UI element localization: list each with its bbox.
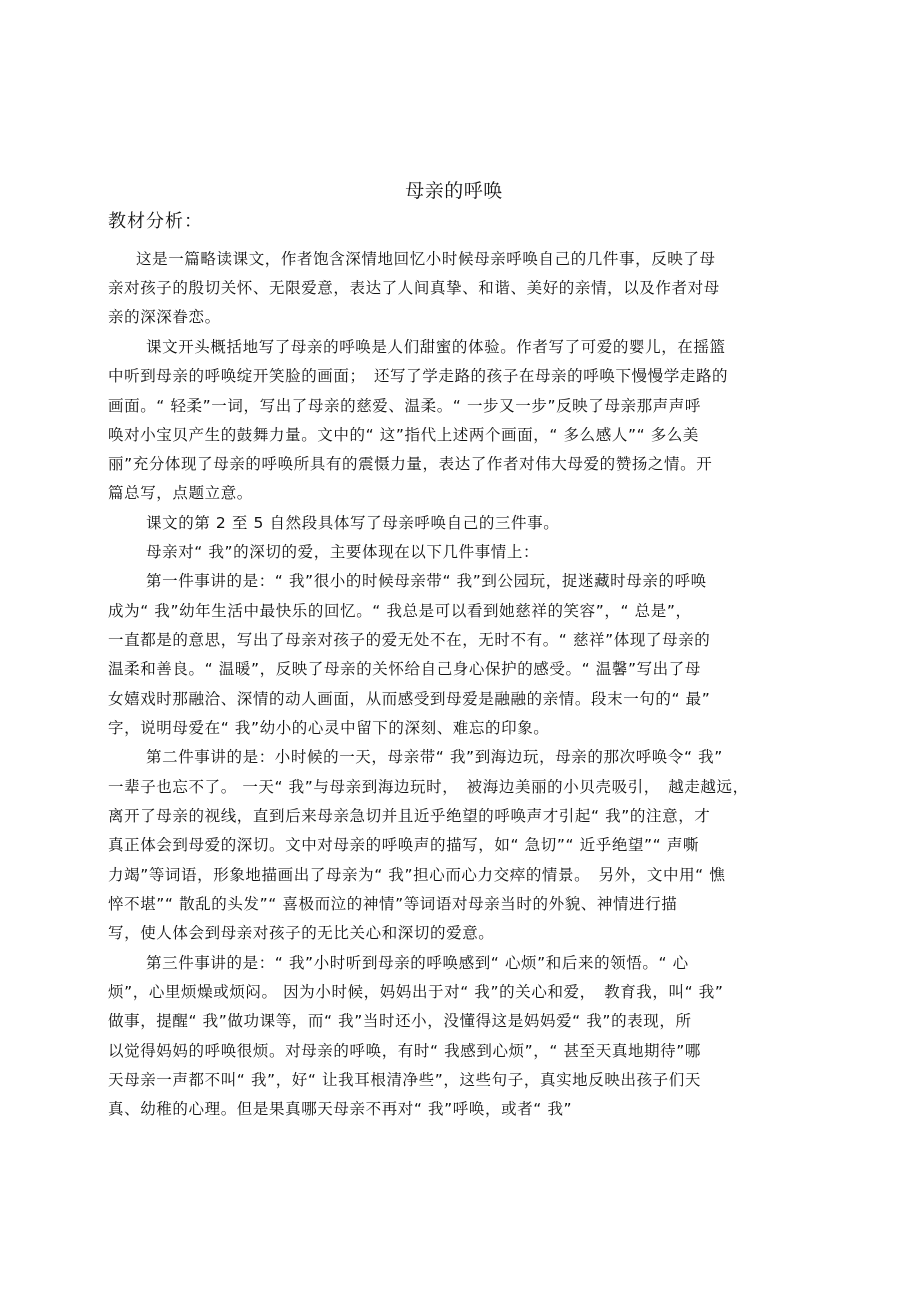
text-line: 字，说明母爱在“ 我”幼小的心灵中留下的深刻、难忘的印象。	[108, 719, 550, 737]
text-line: 课文开头概括地写了母亲的呼唤是人们甜蜜的体验。作者写了可爱的婴儿，在摇篮	[146, 338, 726, 356]
text-line: 第一件事讲的是：“ 我”很小的时候母亲带“ 我”到公园玩，捉迷藏时母亲的呼唤	[146, 572, 707, 590]
text-line: 悴不堪”“ 散乱的头发”“ 喜极而泣的神情”等词语对母亲当时的外貌、神情进行描	[108, 895, 678, 913]
text-line: 写，使人体会到母亲对孩子的无比关心和深切的爱意。	[108, 924, 495, 942]
text-line: 一辈子也忘不了。 一天“ 我”与母亲到海边玩时， 被海边美丽的小贝壳吸引， 越走越远，	[108, 778, 749, 796]
text-line: 中听到母亲的呼唤绽开笑脸的画面； 还写了学走路的孩子在母亲的呼唤下慢慢学走路的	[108, 367, 729, 385]
text-line: 唤对小宝贝产生的鼓舞力量。文中的“ 这”指代上述两个画面，“ 多么感人”“ 多么美	[108, 426, 700, 444]
text-line: 以觉得妈妈的呼唤很烦。对母亲的呼唤，有时“ 我感到心烦”，“ 甚至天真地期待”哪	[108, 1042, 701, 1060]
text-line: 女嬉戏时那融洽、深情的动人画面，从而感受到母爱是融融的亲情。段末一句的“ 最”	[108, 690, 711, 708]
text-line: 真正体会到母爱的深切。文中对母亲的呼唤声的描写，如“ 急切”“ 近乎绝望”“ 声嘶	[108, 836, 700, 854]
text-line: 画面。“ 轻柔”一词，写出了母亲的慈爱、温柔。“ 一步又一步”反映了母亲那声声呼	[108, 397, 701, 415]
text-line: 丽”充分体现了母亲的呼唤所具有的震慑力量，表达了作者对伟大母爱的赞扬之情。开	[108, 455, 713, 473]
text-line: 做事，提醒“ 我”做功课等，而“ 我”当时还小，没懂得这是妈妈爱“ 我”的表现，所	[108, 1012, 692, 1030]
text-line: 一直都是的意思，写出了母亲对孩子的爱无处不在，无时不有。“ 慈祥”体现了母亲的	[108, 631, 711, 649]
text-line: 第三件事讲的是：“ 我”小时听到母亲的呼唤感到“ 心烦”和后来的领悟。“ 心	[146, 954, 689, 972]
text-line: 离开了母亲的视线，直到后来母亲急切并且近乎绝望的呼唤声才引起“ 我”的注意，才	[108, 807, 711, 825]
text-line: 烦”，心里烦燥或烦闷。 因为小时候，妈妈出于对“ 我”的关心和爱， 教育我，叫“ 我”	[108, 983, 724, 1001]
text-line: 温柔和善良。“ 温暖”，反映了母亲的关怀给自己身心保护的感受。“ 温馨”写出了母	[108, 660, 701, 678]
text-line: 这是一篇略读课文，作者饱含深情地回忆小时候母亲呼唤自己的几件事，反映了母	[136, 250, 716, 268]
text-line: 成为“ 我”幼年生活中最快乐的回忆。“ 我总是可以看到她慈祥的笑容”，“ 总是”，	[108, 602, 692, 620]
text-line: 力竭”等词语，形象地描画出了母亲为“ 我”担心而心力交瘁的情景。 另外，文中用“ 憔	[108, 866, 726, 884]
text-line: 亲对孩子的殷切关怀、无限爱意，表达了人间真挚、和谐、美好的亲情，以及作者对母	[108, 279, 720, 297]
text-line: 篇总写，点题立意。	[108, 484, 253, 502]
text-line: 第二件事讲的是：小时候的一天，母亲带“ 我”到海边玩，母亲的那次呼唤令“ 我”	[146, 748, 723, 766]
text-line: 母亲对“ 我”的深切的爱，主要体现在以下几件事情上：	[146, 543, 540, 561]
text-line: 课文的第 2 至 5 自然段具体写了母亲呼唤自己的三件事。	[146, 514, 560, 532]
text-line: 真、幼稚的心理。但是果真哪天母亲不再对“ 我”呼唤，或者“ 我”	[108, 1100, 573, 1118]
section-heading: 教材分析：	[108, 211, 203, 232]
page-title: 母亲的呼唤	[405, 180, 503, 202]
text-line: 天母亲一声都不叫“ 我”，好“ 让我耳根清净些”，这些句子，真实地反映出孩子们天	[108, 1071, 701, 1089]
text-line: 亲的深深眷恋。	[108, 308, 221, 326]
